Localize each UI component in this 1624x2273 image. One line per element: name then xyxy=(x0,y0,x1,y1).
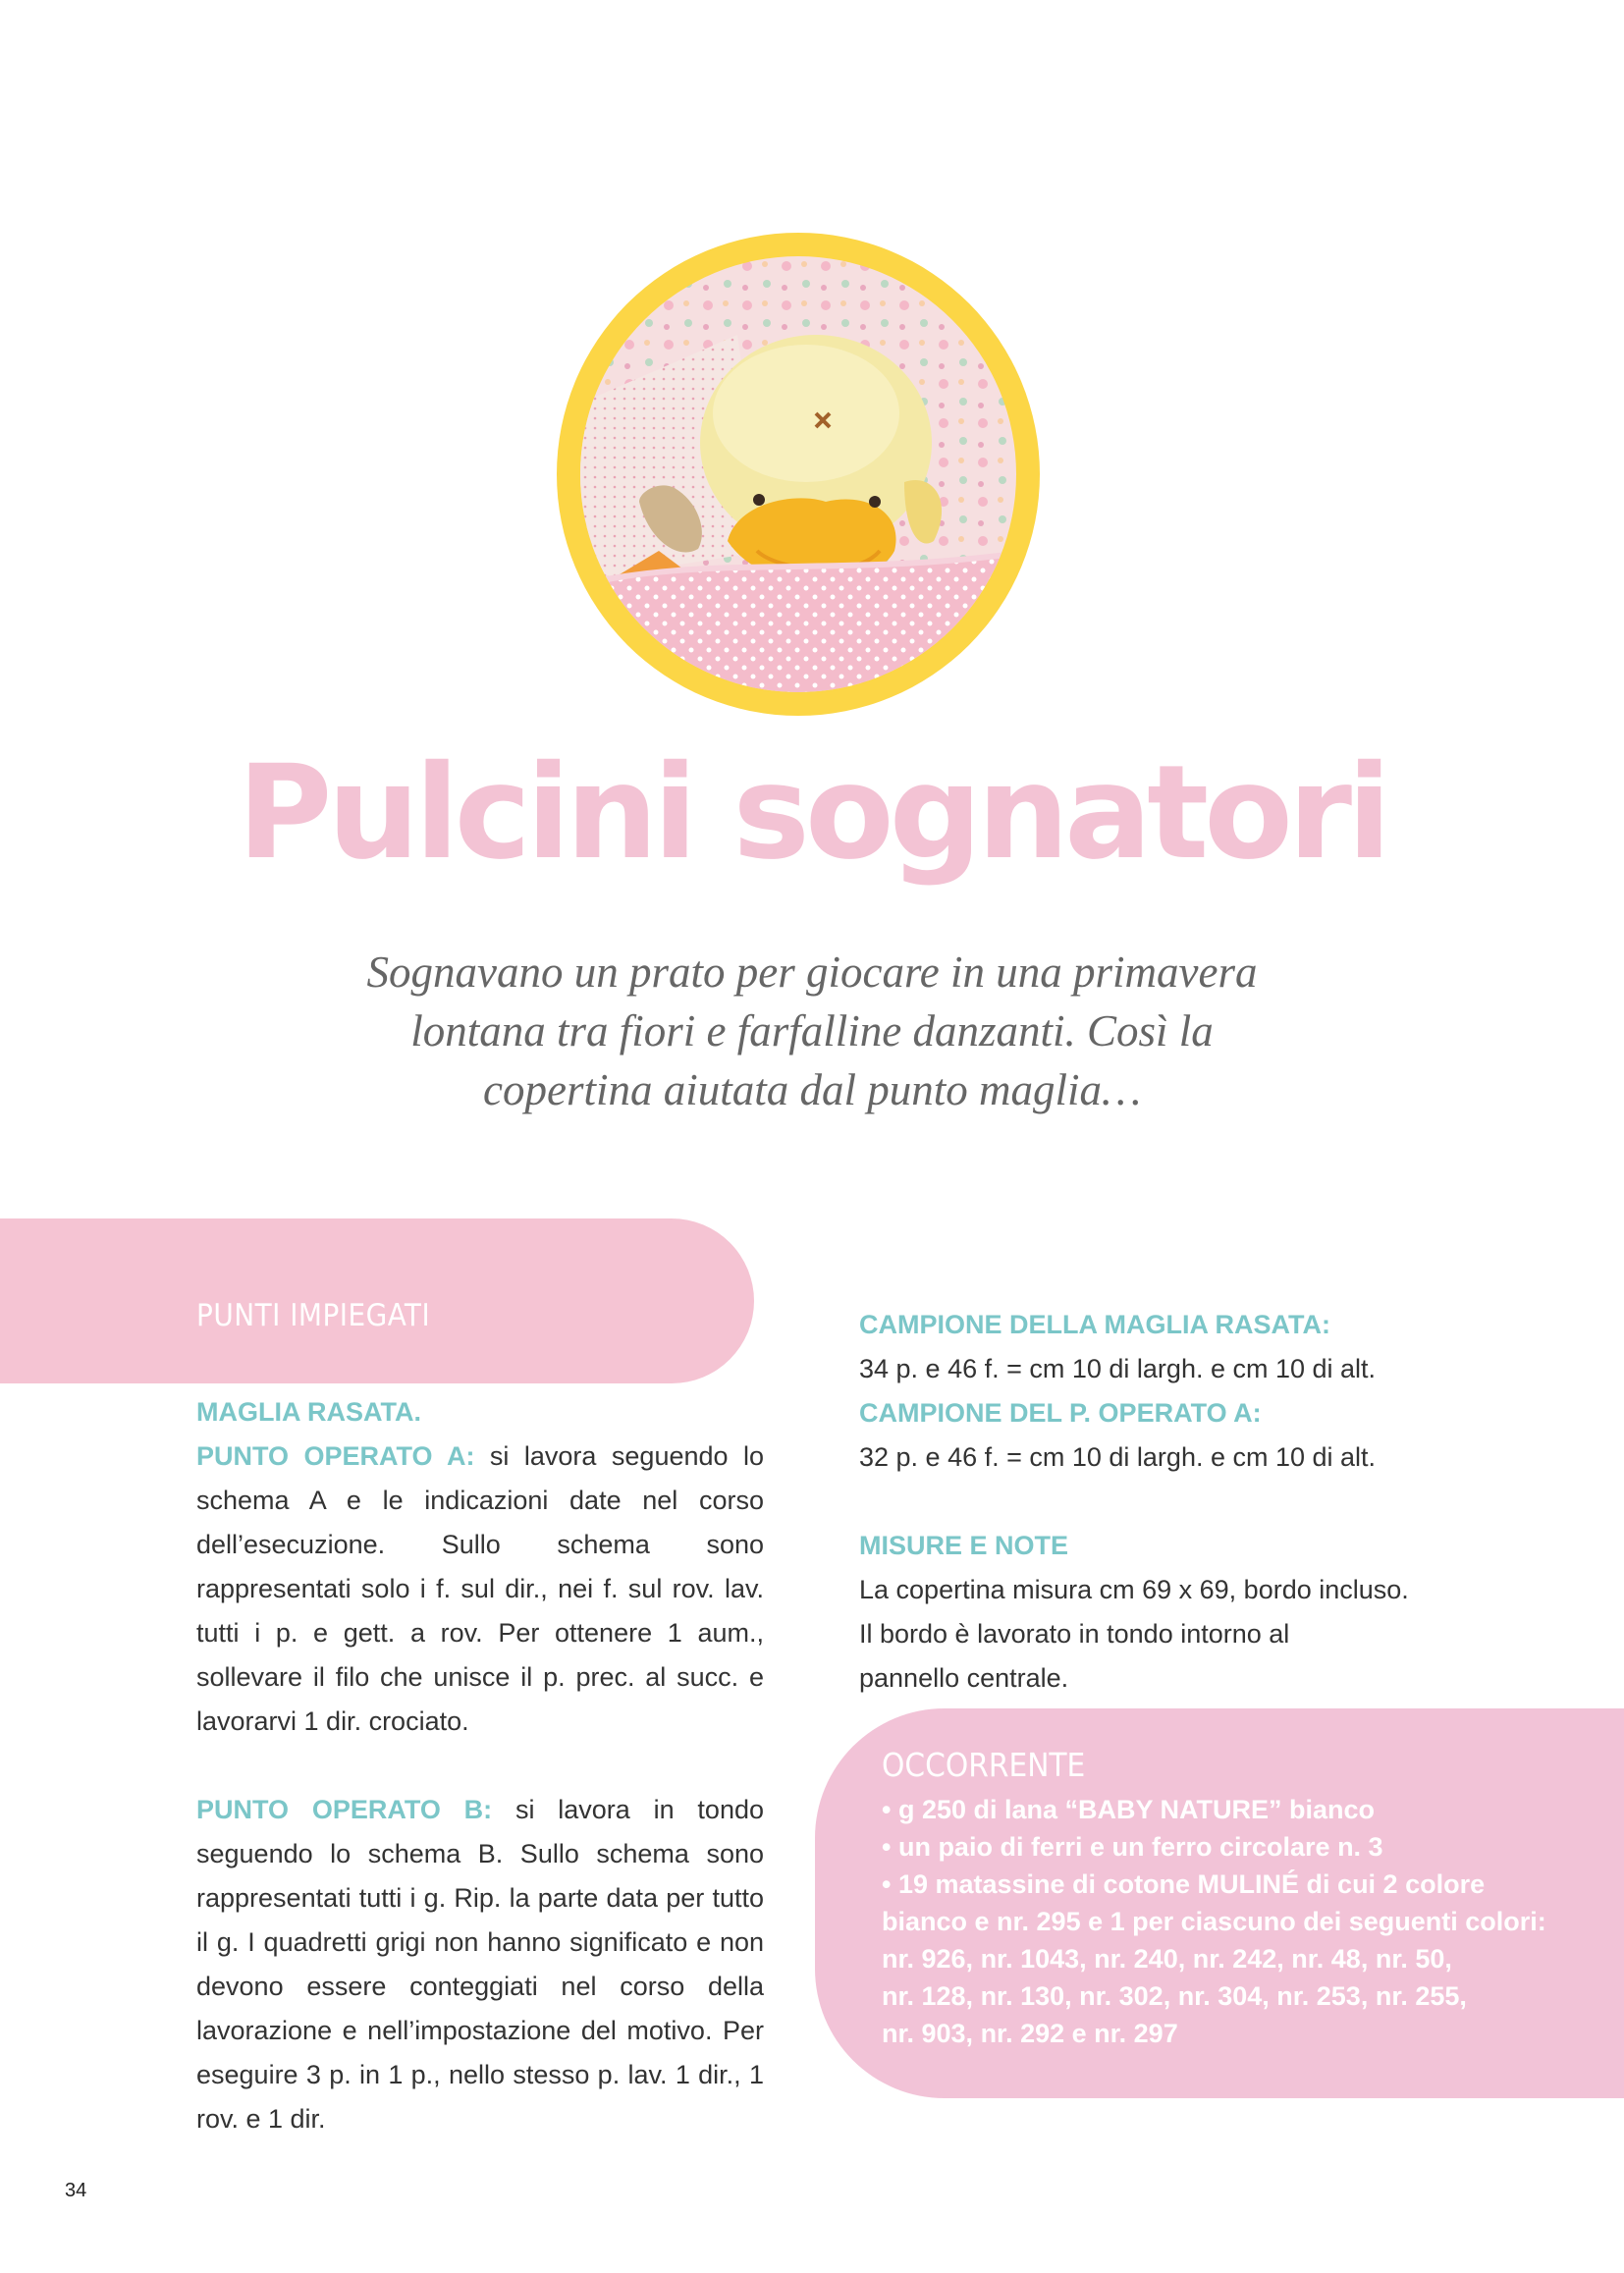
list-item: nr. 926, nr. 1043, nr. 240, nr. 242, nr. 48, nr. 50, xyxy=(882,1944,1452,1974)
misure-line: Il bordo è lavorato in tondo intorno al xyxy=(859,1619,1290,1649)
occorrente-heading: OCCORRENTE xyxy=(882,1746,1086,1784)
chick-plush-photo xyxy=(580,256,1016,692)
operato-b-text: si lavora in tondo seguendo lo schema B. Sullo schema sono rappresentati tutti i g. Rip. la parte data per tutto il g. I quadretti grigi non hanno significato e non devono essere conteggiati nel corso della lavorazione e nell’impostazione del motivo. Per eseguire 3 p. in 1 p., nello stesso p. lav. 1 dir., 1 rov. e 1 dir. xyxy=(196,1795,764,2134)
list-item: • g 250 di lana “BABY NATURE” bianco xyxy=(882,1795,1376,1824)
operato-a-label: PUNTO OPERATO A: xyxy=(196,1441,475,1471)
subtitle-line: copertina aiutata dal punto maglia… xyxy=(483,1065,1141,1114)
misure-line: La copertina misura cm 69 x 69, bordo incluso. xyxy=(859,1575,1409,1604)
subtitle-line: lontana tra fiori e farfalline danzanti. Così la xyxy=(410,1006,1214,1055)
misure-label: MISURE E NOTE xyxy=(859,1531,1069,1560)
page-number: 34 xyxy=(65,2180,87,2201)
operato-b-label: PUNTO OPERATO B: xyxy=(196,1795,493,1824)
photo-frame-ring xyxy=(557,233,1040,716)
misure-line: pannello centrale. xyxy=(859,1663,1069,1693)
campione-operato-text: 32 p. e 46 f. = cm 10 di largh. e cm 10 di alt. xyxy=(859,1442,1377,1472)
subtitle xyxy=(321,943,1303,1119)
campione-rasata-label: CAMPIONE DELLA MAGLIA RASATA: xyxy=(859,1310,1330,1339)
subtitle-line: Sognavano un prato per giocare in una primavera xyxy=(366,947,1258,997)
maglia-rasata-label: MAGLIA RASATA. xyxy=(196,1397,421,1427)
list-item: nr. 128, nr. 130, nr. 302, nr. 304, nr. 253, nr. 255, xyxy=(882,1981,1467,2011)
list-item: • un paio di ferri e un ferro circolare n. 3 xyxy=(882,1832,1383,1862)
campione-operato-label: CAMPIONE DEL P. OPERATO A: xyxy=(859,1398,1262,1428)
list-item: bianco e nr. 295 e 1 per ciascuno dei seguenti colori: xyxy=(882,1907,1546,1936)
list-item: • 19 matassine di cotone MULINÉ di cui 2 colore xyxy=(882,1869,1486,1899)
occorrente-list xyxy=(882,1791,1549,2052)
page-title: Pulcini sognatori xyxy=(237,737,1387,889)
punti-column xyxy=(196,1390,764,2141)
punti-impiegati-heading: PUNTI IMPIEGATI xyxy=(196,1298,431,1333)
operato-a-text: si lavora seguendo lo schema A e le indicazioni date nel corso dell’esecuzione. Sullo schema sono rappresentati solo i f. sul dir., nei f. sul rov. lav. tutti i p. e gett. a rov. Per ottenere 1 aum., sollevare il filo che unisce il p. prec. al succ. e lavorarvi 1 dir. crociato. xyxy=(196,1441,765,1736)
campione-rasata-text: 34 p. e 46 f. = cm 10 di largh. e cm 10 di alt. xyxy=(859,1354,1377,1383)
campione-column xyxy=(859,1303,1448,1701)
list-item: nr. 903, nr. 292 e nr. 297 xyxy=(882,2019,1178,2048)
chick-plush-illustration xyxy=(580,256,1016,692)
